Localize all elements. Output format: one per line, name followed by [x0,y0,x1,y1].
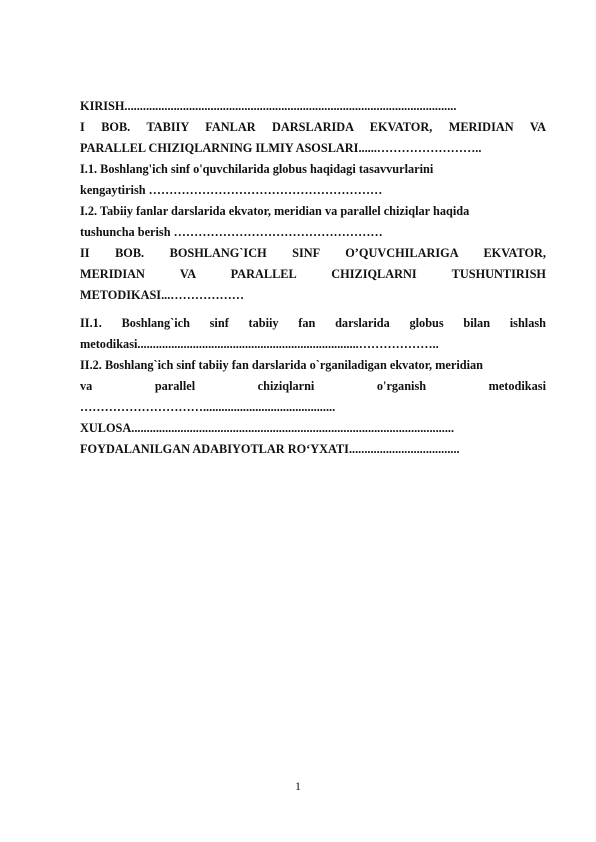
toc-entry-section-2-2-cont[interactable]: va parallel chiziqlarni o'rganish metodikasi [80,379,546,393]
toc-entry-section-1-1[interactable]: I.1. Boshlang'ich sinf o'quvchilarida globus haqidagi tasavvurlarini [80,162,434,176]
toc-entry-kirish[interactable]: KIRISH............................................................................................................ [80,99,457,113]
toc-entry-chapter-2-title[interactable]: II BOB. BOSHLANG`ICH SINF O’QUVCHILARIGA EKVATOR, [80,246,546,260]
toc-entry-section-2-1[interactable]: II.1. Boshlang`ich sinf tabiiy fan darslarida globus bilan ishlash [80,316,546,330]
page-number: 1 [295,779,301,793]
toc-entry-references[interactable]: FOYDALANILGAN ADABIYOTLAR RO‘YXATI.................................... [80,442,460,456]
toc-entry-chapter-2-title-cont[interactable]: MERIDIAN VA PARALLEL CHIZIQLARNI TUSHUNTIRISH [80,267,546,281]
toc-entry-xulosa[interactable]: XULOSA......................................................................................................... [80,421,455,435]
toc-entry-section-2-2-leader[interactable]: …………………………........................................... [80,400,336,414]
toc-entry-chapter-1-title-cont[interactable]: PARALLEL CHIZIQLARNING ILMIY ASOSLARI......…………………….. [80,141,482,155]
toc-entry-chapter-2-title-end[interactable]: METODIKASI...……………… [80,288,245,302]
toc-entry-chapter-1-title[interactable]: I BOB. TABIIY FANLAR DARSLARIDA EKVATOR, MERIDIAN VA [80,120,546,134]
toc-entry-section-1-2[interactable]: I.2. Tabiiy fanlar darslarida ekvator, meridian va parallel chiziqlar haqida [80,204,470,218]
toc-entry-section-2-2[interactable]: II.2. Boshlang`ich sinf tabiiy fan darslarida o`rganiladigan ekvator, meridian [80,358,484,372]
toc-entry-section-2-1-cont[interactable]: metodikasi........................................................................……………….. [80,337,439,351]
toc-entry-section-1-2-cont[interactable]: tushuncha berish …………………………………………… [80,225,383,239]
table-of-contents [80,96,546,460]
toc-entry-section-1-1-cont[interactable]: kengaytirish ………………………………………………… [80,183,383,197]
